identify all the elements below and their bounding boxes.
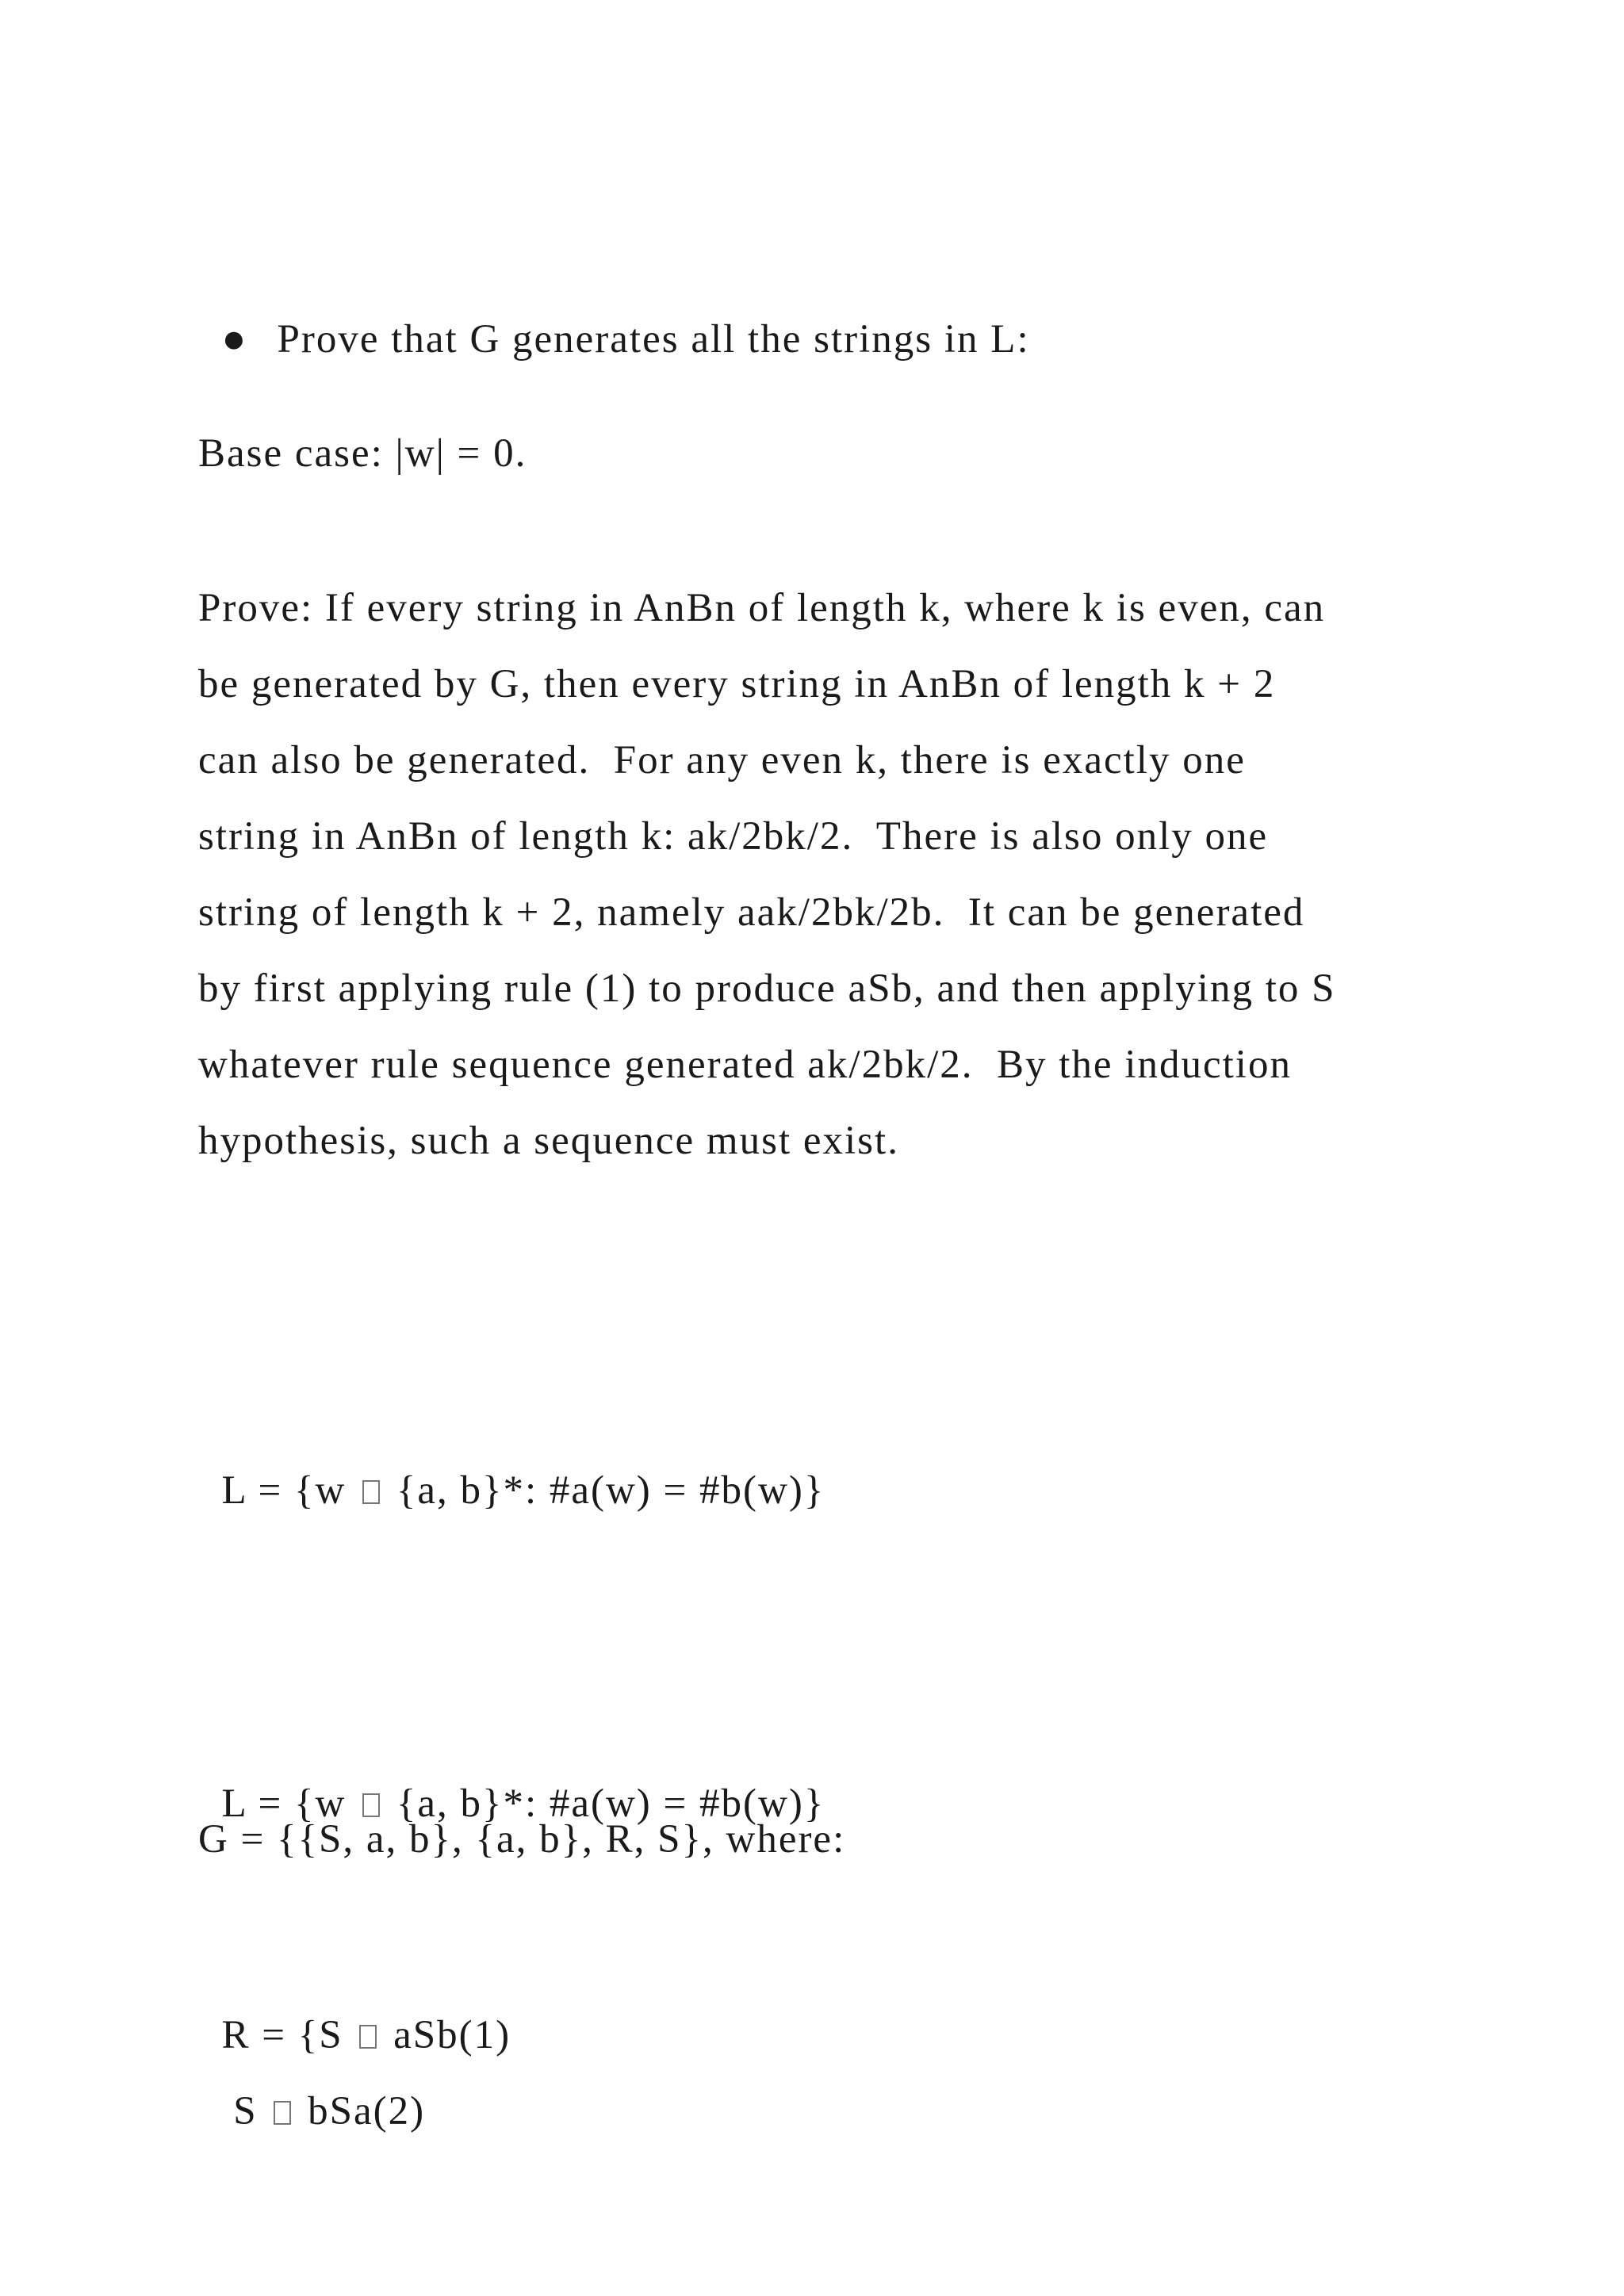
missing-glyph-box [362,1793,380,1817]
language-def-end: {a, b}*: #a(w) = #b(w)} [385,1468,825,1513]
missing-glyph-box [359,2025,377,2049]
proof-line: by first applying rule (1) to produce aSb, and then applying to S [198,966,1336,1011]
rule-end: aSb(1) [381,2013,511,2057]
rule-start: R = {S [221,2013,355,2057]
proof-line: whatever rule sequence generated ak/2bk/2. By the induction [198,1043,1292,1087]
rule-line [198,2051,425,2132]
rule-end: bSa(2) [296,2089,426,2133]
grammar-definition: G = {{S, a, b}, {a, b}, R, S}, where: [198,1817,846,1862]
bullet-marker: ● [221,317,248,362]
rule-start: S [221,2089,270,2133]
bullet-text: Prove that G generates all the strings in L: [277,317,1030,362]
missing-glyph-box [274,2101,291,2125]
proof-line: can also be generated. For any even k, there is exactly one [198,738,1246,783]
proof-line: be generated by G, then every string in AnBn of length k + 2 [198,662,1276,706]
proof-line: string of length k + 2, namely aak/2bk/2b. It can be generated [198,890,1305,935]
proof-line: hypothesis, such a sequence must exist. [198,1119,899,1163]
base-case: Base case: |w| = 0. [198,431,527,476]
language-definition [198,1743,825,1824]
language-def-start: L = {w [221,1468,358,1513]
bullet-item [198,279,1030,360]
language-def-start: L = {w [221,1781,358,1826]
language-def-end: {a, b}*: #a(w) = #b(w)} [385,1781,825,1826]
missing-glyph-box [362,1480,380,1504]
proof-line: string in AnBn of length k: ak/2bk/2. There is also only one [198,814,1269,859]
language-definition [198,1430,825,1511]
proof-line: Prove: If every string in AnBn of length k, where k is even, can [198,586,1326,630]
rule-line [198,1975,511,2056]
